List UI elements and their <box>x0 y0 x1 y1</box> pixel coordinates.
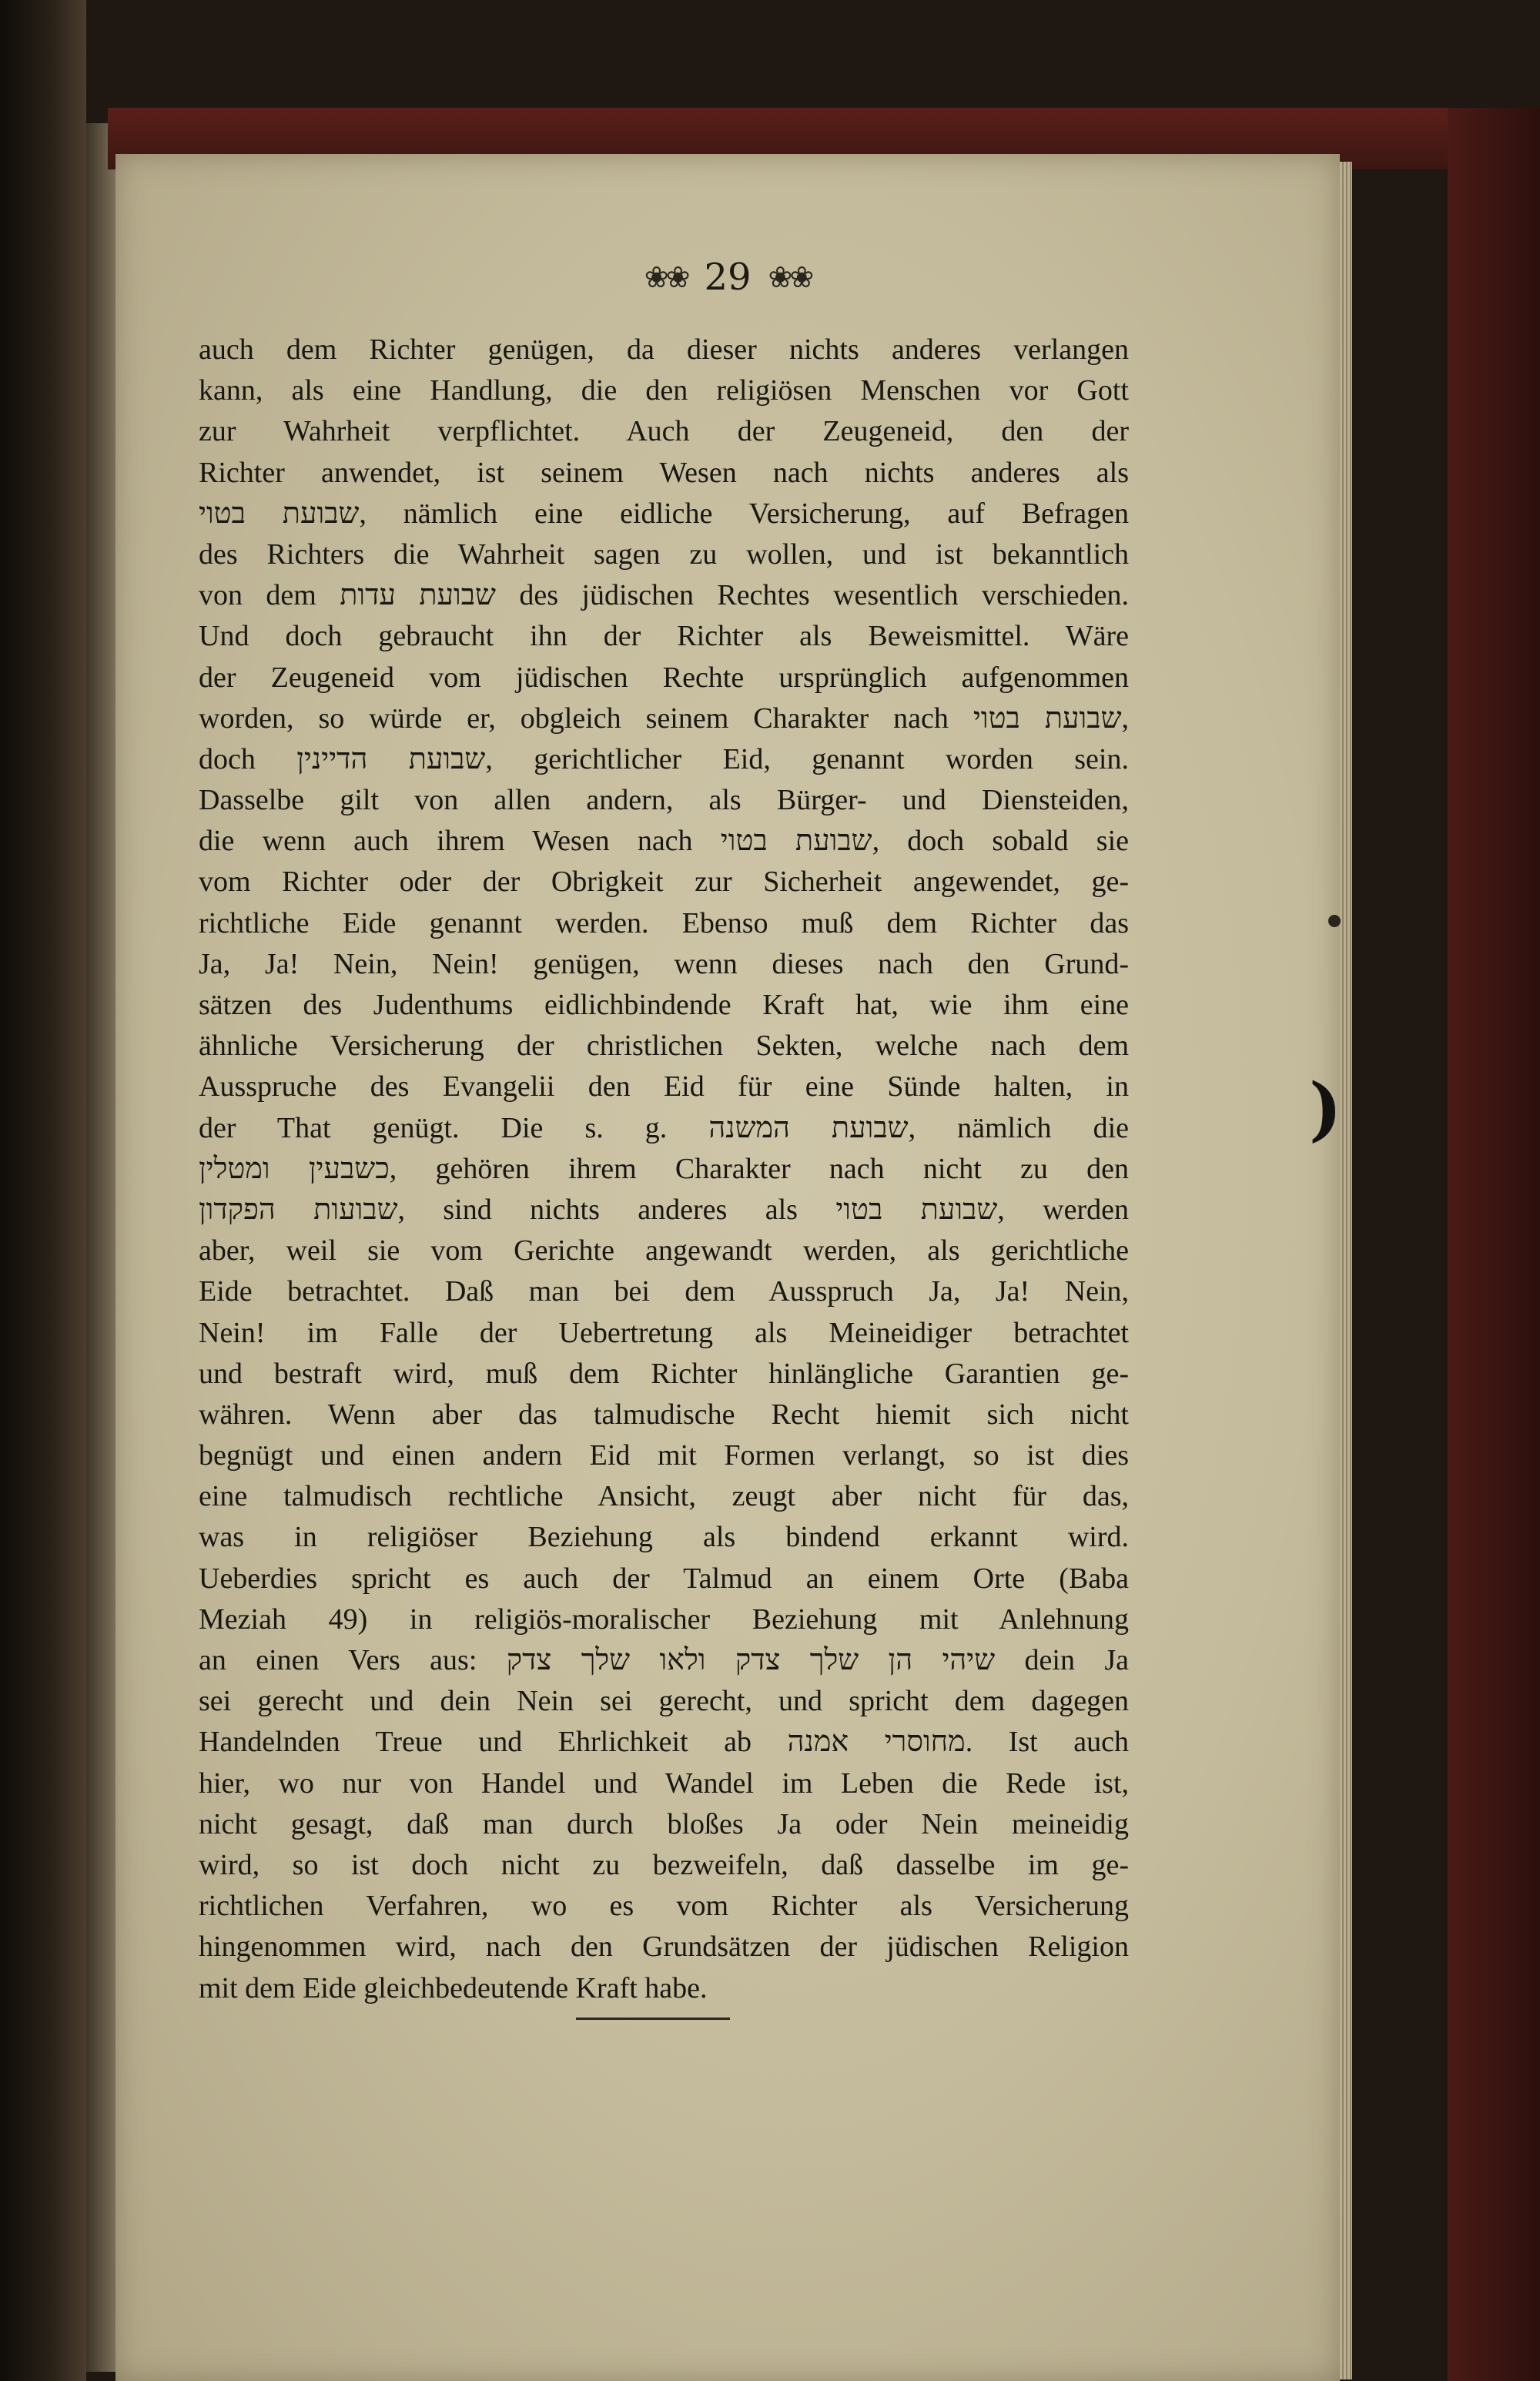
text-line: und bestraft wird, muß dem Richter hinlängliche Garantien ge- <box>199 1357 1129 1390</box>
text-line: Ueberdies spricht es auch der Talmud an einem Orte (Baba <box>199 1562 1129 1595</box>
text-line: Meziah 49) in religiös-moralischer Beziehung mit Anlehnung <box>199 1602 1129 1636</box>
text-line: sätzen des Judenthums eidlichbindende Kraft hat, wie ihm eine <box>199 989 1129 1021</box>
ornament-left-icon: ❀❀ <box>644 260 688 294</box>
text-line: währen. Wenn aber das talmudische Recht hiemit sich nicht <box>199 1398 1129 1431</box>
text-line: Dasselbe gilt von allen andern, als Bürger- und Diensteiden, <box>199 784 1129 817</box>
text-line: des Richters die Wahrheit sagen zu wollen, und ist bekanntlich <box>199 537 1129 571</box>
text-line: vom Richter oder der Obrigkeit zur Sicherheit angewendet, ge- <box>199 866 1129 899</box>
text-line: Ausspruche des Evangelii den Eid für eine Sünde halten, in <box>199 1070 1129 1103</box>
text-line: der That genügt. Die s. g. שבועת המשנה, nämlich die <box>199 1111 1129 1144</box>
text-line: von dem שבועת עדות des jüdischen Rechtes wesentlich verschieden. <box>199 579 1129 612</box>
text-line: כשבעין ומטלין, gehören ihrem Charakter nach nicht zu den <box>199 1152 1129 1185</box>
text-line: richtliche Eide genannt werden. Ebenso muß dem Richter das <box>199 906 1129 939</box>
text-line: nicht gesagt, daß man durch bloßes Ja oder Nein meineidig <box>199 1807 1129 1840</box>
text-line: שבועת בטוי, nämlich eine eidliche Versicherung, auf Befragen <box>199 497 1129 530</box>
text-line: aber, weil sie vom Gerichte angewandt werden, als gerichtliche <box>199 1234 1129 1268</box>
text-line: hingenommen wird, nach den Grundsätzen der jüdischen Religion <box>199 1931 1129 1964</box>
margin-dot <box>1328 915 1341 927</box>
text-line: der Zeugeneid vom jüdischen Rechte ursprünglich aufgenommen <box>199 661 1129 694</box>
text-line: was in religiöser Beziehung als bindend erkannt wird. <box>199 1521 1129 1554</box>
text-line: Handelnden Treue und Ehrlichkeit ab מחוסרי אמנה. Ist auch <box>199 1726 1129 1759</box>
text-line: mit dem Eide gleichbedeutende Kraft habe. <box>199 1971 708 2004</box>
ornament-right-icon: ❀❀ <box>768 260 812 294</box>
page-stack-edge <box>1340 162 1352 2379</box>
end-rule <box>576 2018 730 2020</box>
text-line: Ja, Ja! Nein, Nein! genügen, wenn dieses nach den Grund- <box>199 947 1129 980</box>
book-backdrop-left <box>0 0 86 2381</box>
page-number: 29 <box>704 256 752 299</box>
text-line: die wenn auch ihrem Wesen nach שבועת בטוי, doch sobald sie <box>199 825 1129 858</box>
text-line: begnügt und einen andern Eid mit Formen verlangt, so ist dies <box>199 1439 1129 1472</box>
margin-bracket-mark: ) <box>1309 1068 1342 1150</box>
text-line: auch dem Richter genügen, da dieser nichts anderes verlangen <box>199 333 1129 366</box>
text-line: an einen Vers aus: שיהי הן שלך צדק ולאו שלך צדק dein Ja <box>199 1644 1129 1676</box>
text-line: Richter anwendet, ist seinem Wesen nach nichts anderes als <box>199 456 1129 489</box>
body-text <box>199 330 1129 2009</box>
text-line: eine talmudisch rechtliche Ansicht, zeugt aber nicht für das, <box>199 1480 1129 1513</box>
text-line: ähnliche Versicherung der christlichen Sekten, welche nach dem <box>199 1030 1129 1063</box>
text-line: wird, so ist doch nicht zu bezweifeln, daß dasselbe im ge- <box>199 1848 1129 1881</box>
text-line: sei gerecht und dein Nein sei gerecht, und spricht dem dagegen <box>199 1685 1129 1718</box>
text-line: Eide betrachtet. Daß man bei dem Ausspruch Ja, Ja! Nein, <box>199 1275 1129 1308</box>
book-cover-right <box>1448 108 1540 2381</box>
text-line: Nein! im Falle der Uebertretung als Meineidiger betrachtet <box>199 1316 1129 1349</box>
text-line: hier, wo nur von Handel und Wandel im Leben die Rede ist, <box>199 1766 1129 1800</box>
text-line: doch שבועת הדיינין, gerichtlicher Eid, genannt worden sein. <box>199 742 1129 775</box>
text-line: richtlichen Verfahren, wo es vom Richter als Versicherung <box>199 1890 1129 1923</box>
text-line: worden, so würde er, obgleich seinem Charakter nach שבועת בטוי, <box>199 702 1129 735</box>
text-line: zur Wahrheit verpflichtet. Auch der Zeugeneid, den der <box>199 415 1129 448</box>
book-binding-edge <box>86 123 117 2372</box>
text-line: Und doch gebraucht ihn der Richter als Beweismittel. Wäre <box>199 620 1129 653</box>
text-line: kann, als eine Handlung, die den religiösen Menschen vor Gott <box>199 374 1129 407</box>
text-line: שבועות הפקדון, sind nichts anderes als שבועת בטוי, werden <box>199 1193 1129 1226</box>
page-header <box>116 256 1340 299</box>
